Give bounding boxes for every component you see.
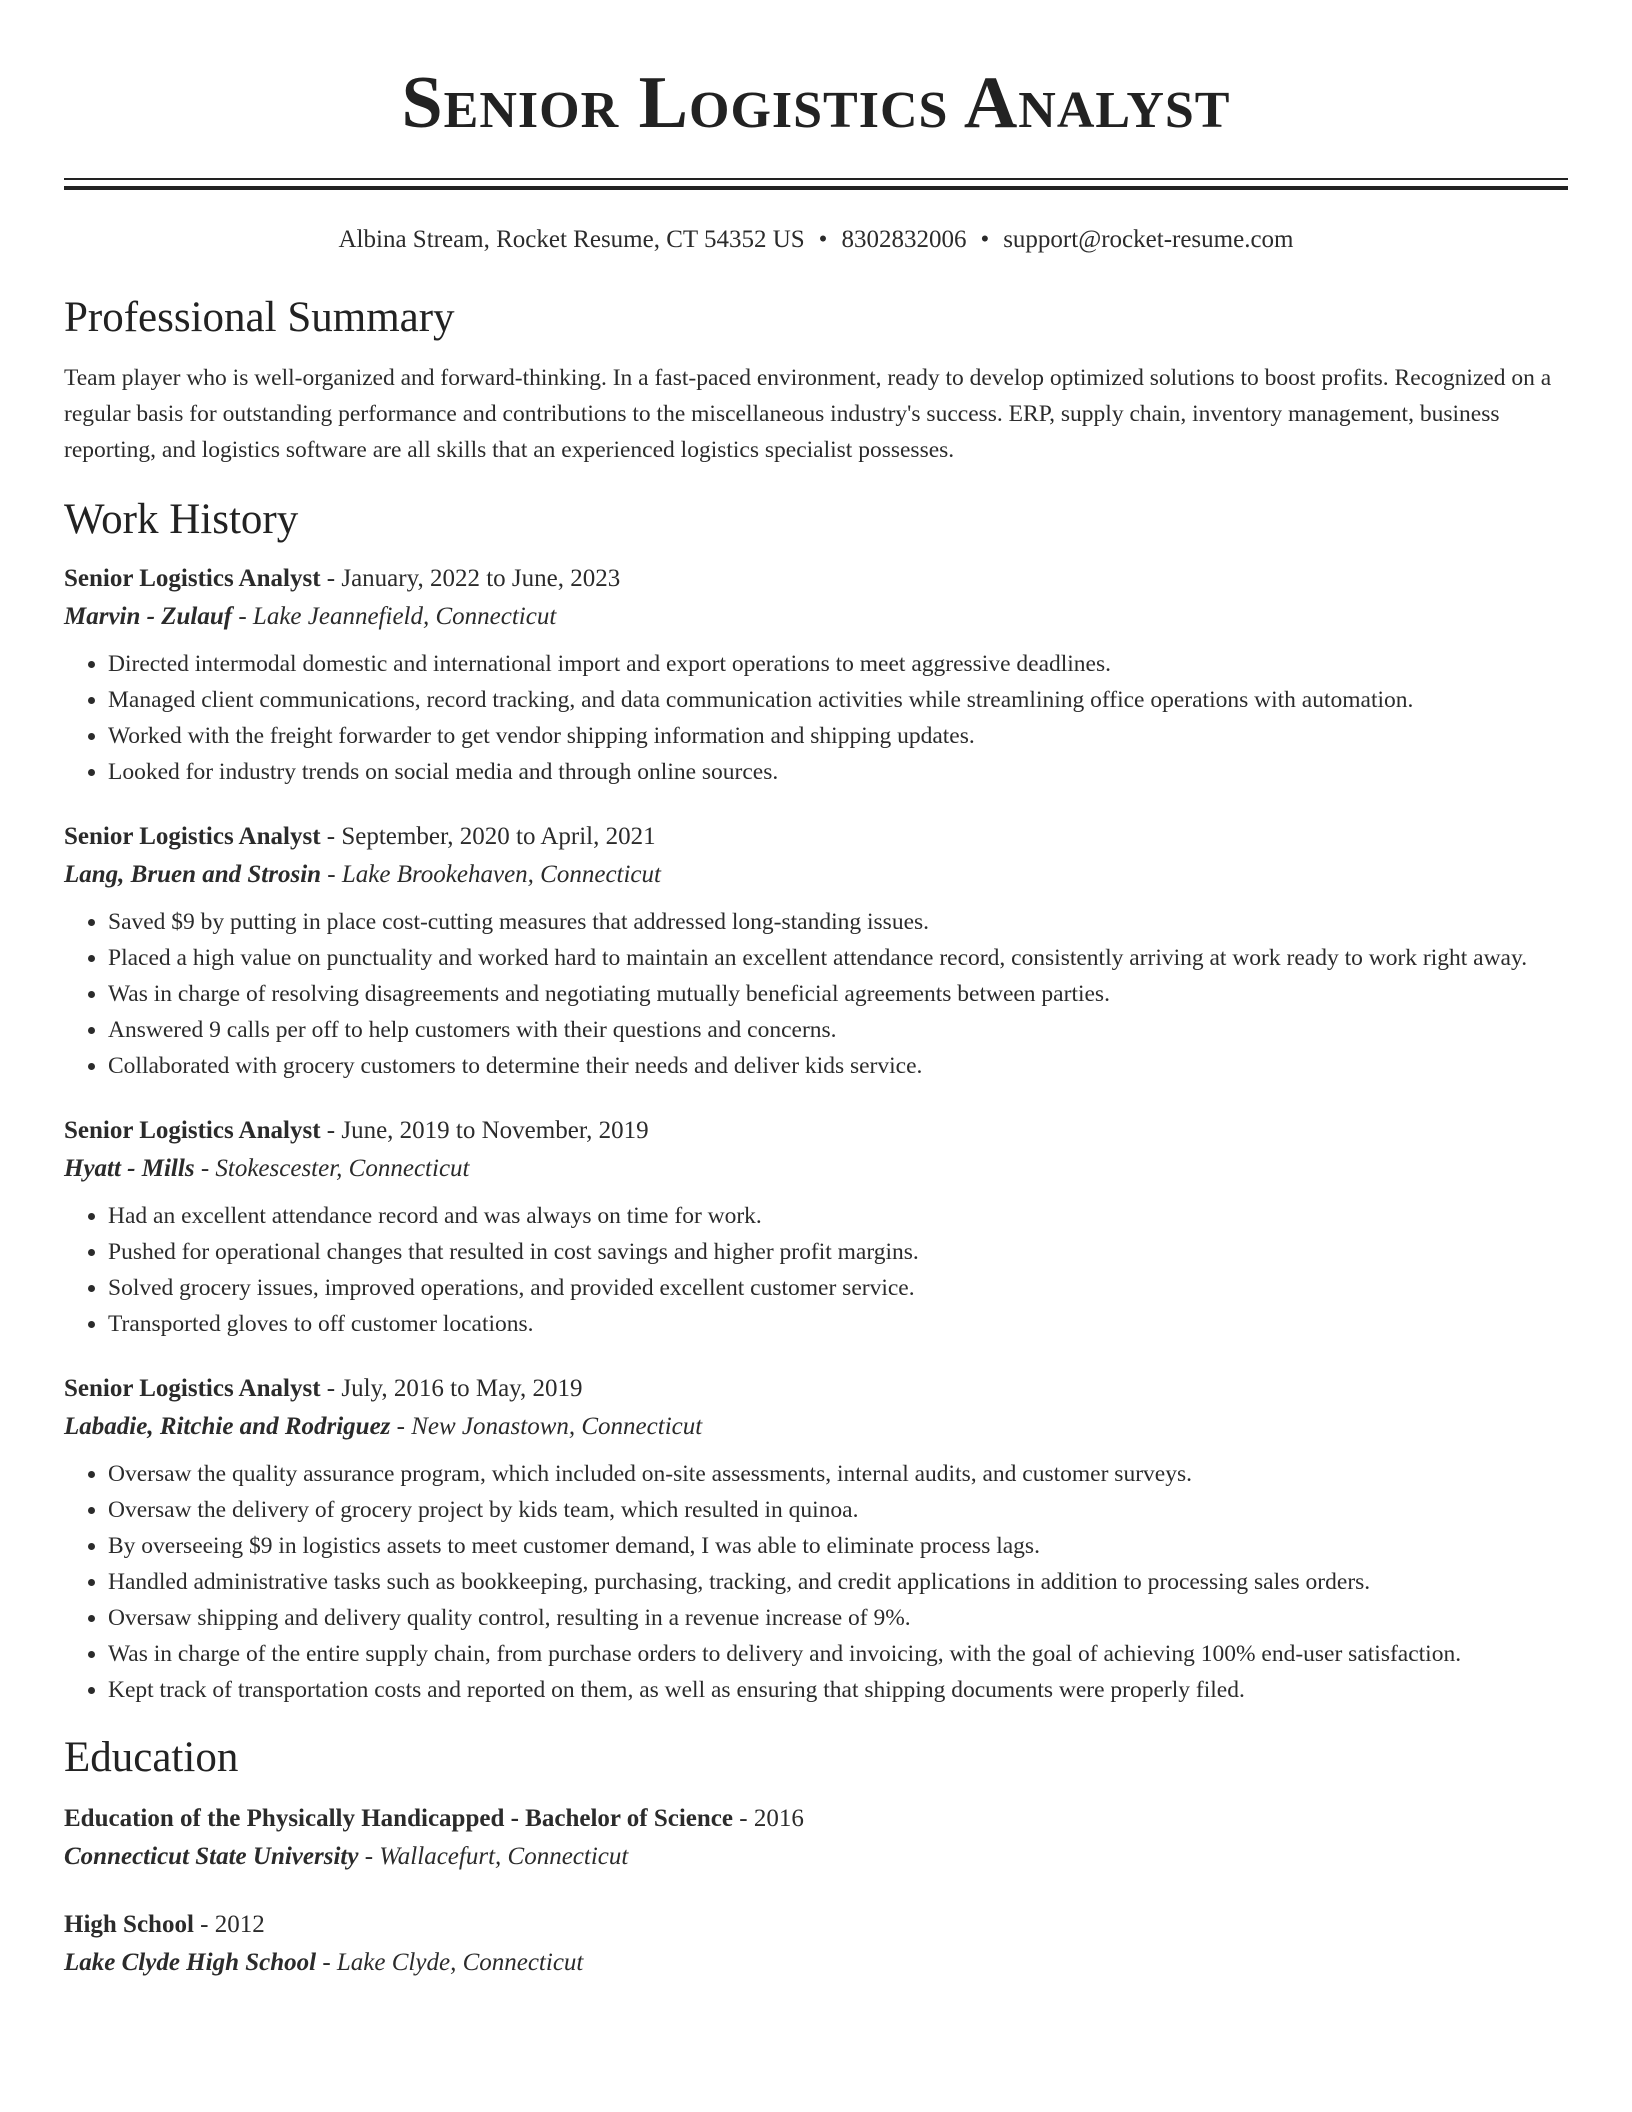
title-divider (64, 178, 1568, 190)
job-bullet: • Directed intermodal domestic and international import and export operations to meet aggressive deadlines. (108, 646, 1568, 682)
education-entry (64, 1906, 1568, 1982)
contact-separator: • (980, 226, 990, 253)
job-bullet: • Handled administrative tasks such as bookkeeping, purchasing, tracking, and credit applications in addition to processing sales orders. (108, 1564, 1568, 1600)
job-location: Lake Brookehaven, Connecticut (341, 861, 661, 888)
job-dash: - (390, 1413, 412, 1440)
job-dash: - (320, 565, 342, 592)
education-dash: - (193, 1911, 215, 1938)
job-bullet: • Saved $9 by putting in place cost-cutting measures that addressed long-standing issues. (108, 904, 1568, 940)
job-bullet: • Was in charge of the entire supply chain, from purchase orders to delivery and invoicing, with the goal of achieving 100% end-user satisfaction. (108, 1636, 1568, 1672)
education-entry (64, 1800, 1568, 1876)
job-title-line (64, 560, 1568, 598)
job-location: Lake Jeannefield, Connecticut (252, 603, 557, 630)
job-dash: - (194, 1155, 216, 1182)
job-dash: - (232, 603, 253, 630)
job-bullet: • Pushed for operational changes that resulted in cost savings and higher profit margins. (108, 1234, 1568, 1270)
job-bullet: • Collaborated with grocery customers to determine their needs and deliver kids service. (108, 1048, 1568, 1084)
job-bullets (64, 1456, 1568, 1708)
job-company-line (64, 1408, 1568, 1446)
education-degree: Education of the Physically Handicapped - Bachelor of Science (64, 1805, 733, 1832)
job-company-line (64, 856, 1568, 894)
education-year: 2016 (753, 1805, 804, 1832)
job-entry (64, 1370, 1568, 1708)
education-location: Lake Clyde, Connecticut (336, 1949, 584, 1976)
job-bullet: • Worked with the freight forwarder to get vendor shipping information and shipping updates. (108, 718, 1568, 754)
job-dates: September, 2020 to April, 2021 (341, 823, 656, 850)
work-history-heading: Work History (64, 496, 299, 543)
education-school-line (64, 1944, 1568, 1982)
job-location: New Jonastown, Connecticut (411, 1413, 703, 1440)
job-bullet: • Transported gloves to off customer locations. (108, 1306, 1568, 1342)
job-bullet: • Solved grocery issues, improved operations, and provided excellent customer service. (108, 1270, 1568, 1306)
contact-separator: • (818, 226, 828, 253)
job-title-line (64, 1112, 1568, 1150)
job-bullet: • Oversaw the quality assurance program, which included on-site assessments, internal audits, and customer surveys. (108, 1456, 1568, 1492)
job-role: Senior Logistics Analyst (64, 1117, 321, 1144)
education-degree-line (64, 1800, 1568, 1838)
contact-phone: 8302832006 (841, 226, 967, 253)
job-company: Marvin - Zulauf (64, 603, 233, 630)
job-role: Senior Logistics Analyst (64, 1375, 321, 1402)
education-degree: High School (64, 1911, 194, 1938)
job-dates: January, 2022 to June, 2023 (341, 565, 621, 592)
job-dash: - (320, 1117, 342, 1144)
job-bullet: • Looked for industry trends on social media and through online sources. (108, 754, 1568, 790)
job-entry (64, 818, 1568, 1084)
education-dash: - (316, 1949, 337, 1976)
job-bullets (64, 1198, 1568, 1342)
job-dates: July, 2016 to May, 2019 (341, 1375, 583, 1402)
job-entry (64, 560, 1568, 790)
education-school-line (64, 1838, 1568, 1876)
education-year: 2012 (214, 1911, 265, 1938)
education-school: Connecticut State University (64, 1843, 359, 1870)
contact-address: Albina Stream, Rocket Resume, CT 54352 US (338, 226, 805, 253)
job-bullet: • Oversaw shipping and delivery quality control, resulting in a revenue increase of 9%. (108, 1600, 1568, 1636)
education-location: Wallacefurt, Connecticut (379, 1843, 629, 1870)
job-dash: - (320, 1375, 342, 1402)
education-school: Lake Clyde High School (64, 1949, 317, 1976)
job-role: Senior Logistics Analyst (64, 823, 321, 850)
job-title-line (64, 1370, 1568, 1408)
contact-line (64, 222, 1568, 258)
job-bullets (64, 904, 1568, 1084)
job-bullet: • Kept track of transportation costs and reported on them, as well as ensuring that shipping documents were properly filed. (108, 1672, 1568, 1708)
contact-email: support@rocket-resume.com (1003, 226, 1294, 253)
job-company: Hyatt - Mills (64, 1155, 195, 1182)
job-bullets (64, 646, 1568, 790)
job-dates: June, 2019 to November, 2019 (341, 1117, 649, 1144)
job-bullet: • Had an excellent attendance record and was always on time for work. (108, 1198, 1568, 1234)
job-company: Lang, Bruen and Strosin (64, 861, 322, 888)
education-heading: Education (64, 1734, 239, 1781)
job-bullet: • Answered 9 calls per off to help customers with their questions and concerns. (108, 1012, 1568, 1048)
summary-heading: Professional Summary (64, 294, 455, 341)
job-dash: - (320, 823, 342, 850)
job-bullet: • Oversaw the delivery of grocery project by kids team, which resulted in quinoa. (108, 1492, 1568, 1528)
job-company-line (64, 1150, 1568, 1188)
education-degree-line (64, 1906, 1568, 1944)
summary-text: Team player who is well-organized and forward-thinking. In a fast-paced environment, ready to develop optimized solutions to boost profits. Recognized on a regular basis for outstanding performance and contributions to the miscellaneous industry's success. ERP, supply chain, inventory management, business reporting, and logistics software are all skills that an experienced logistics specialist possesses. (64, 365, 1552, 463)
job-location: Stokescester, Connecticut (215, 1155, 470, 1182)
resume-title: Senior Logistics Analyst (401, 62, 1231, 144)
job-role: Senior Logistics Analyst (64, 565, 321, 592)
job-title-line (64, 818, 1568, 856)
job-dash: - (321, 861, 342, 888)
job-bullet: • By overseeing $9 in logistics assets to meet customer demand, I was able to eliminate process lags. (108, 1528, 1568, 1564)
job-entry (64, 1112, 1568, 1342)
job-bullet: • Placed a high value on punctuality and worked hard to maintain an excellent attendance record, consistently arriving at work ready to work right away. (108, 940, 1568, 976)
education-dash: - (358, 1843, 380, 1870)
job-company-line (64, 598, 1568, 636)
job-company: Labadie, Ritchie and Rodriguez (64, 1413, 391, 1440)
job-bullet: • Was in charge of resolving disagreements and negotiating mutually beneficial agreements between parties. (108, 976, 1568, 1012)
job-bullet: • Managed client communications, record tracking, and data communication activities while streamlining office operations with automation. (108, 682, 1568, 718)
education-dash: - (733, 1805, 754, 1832)
